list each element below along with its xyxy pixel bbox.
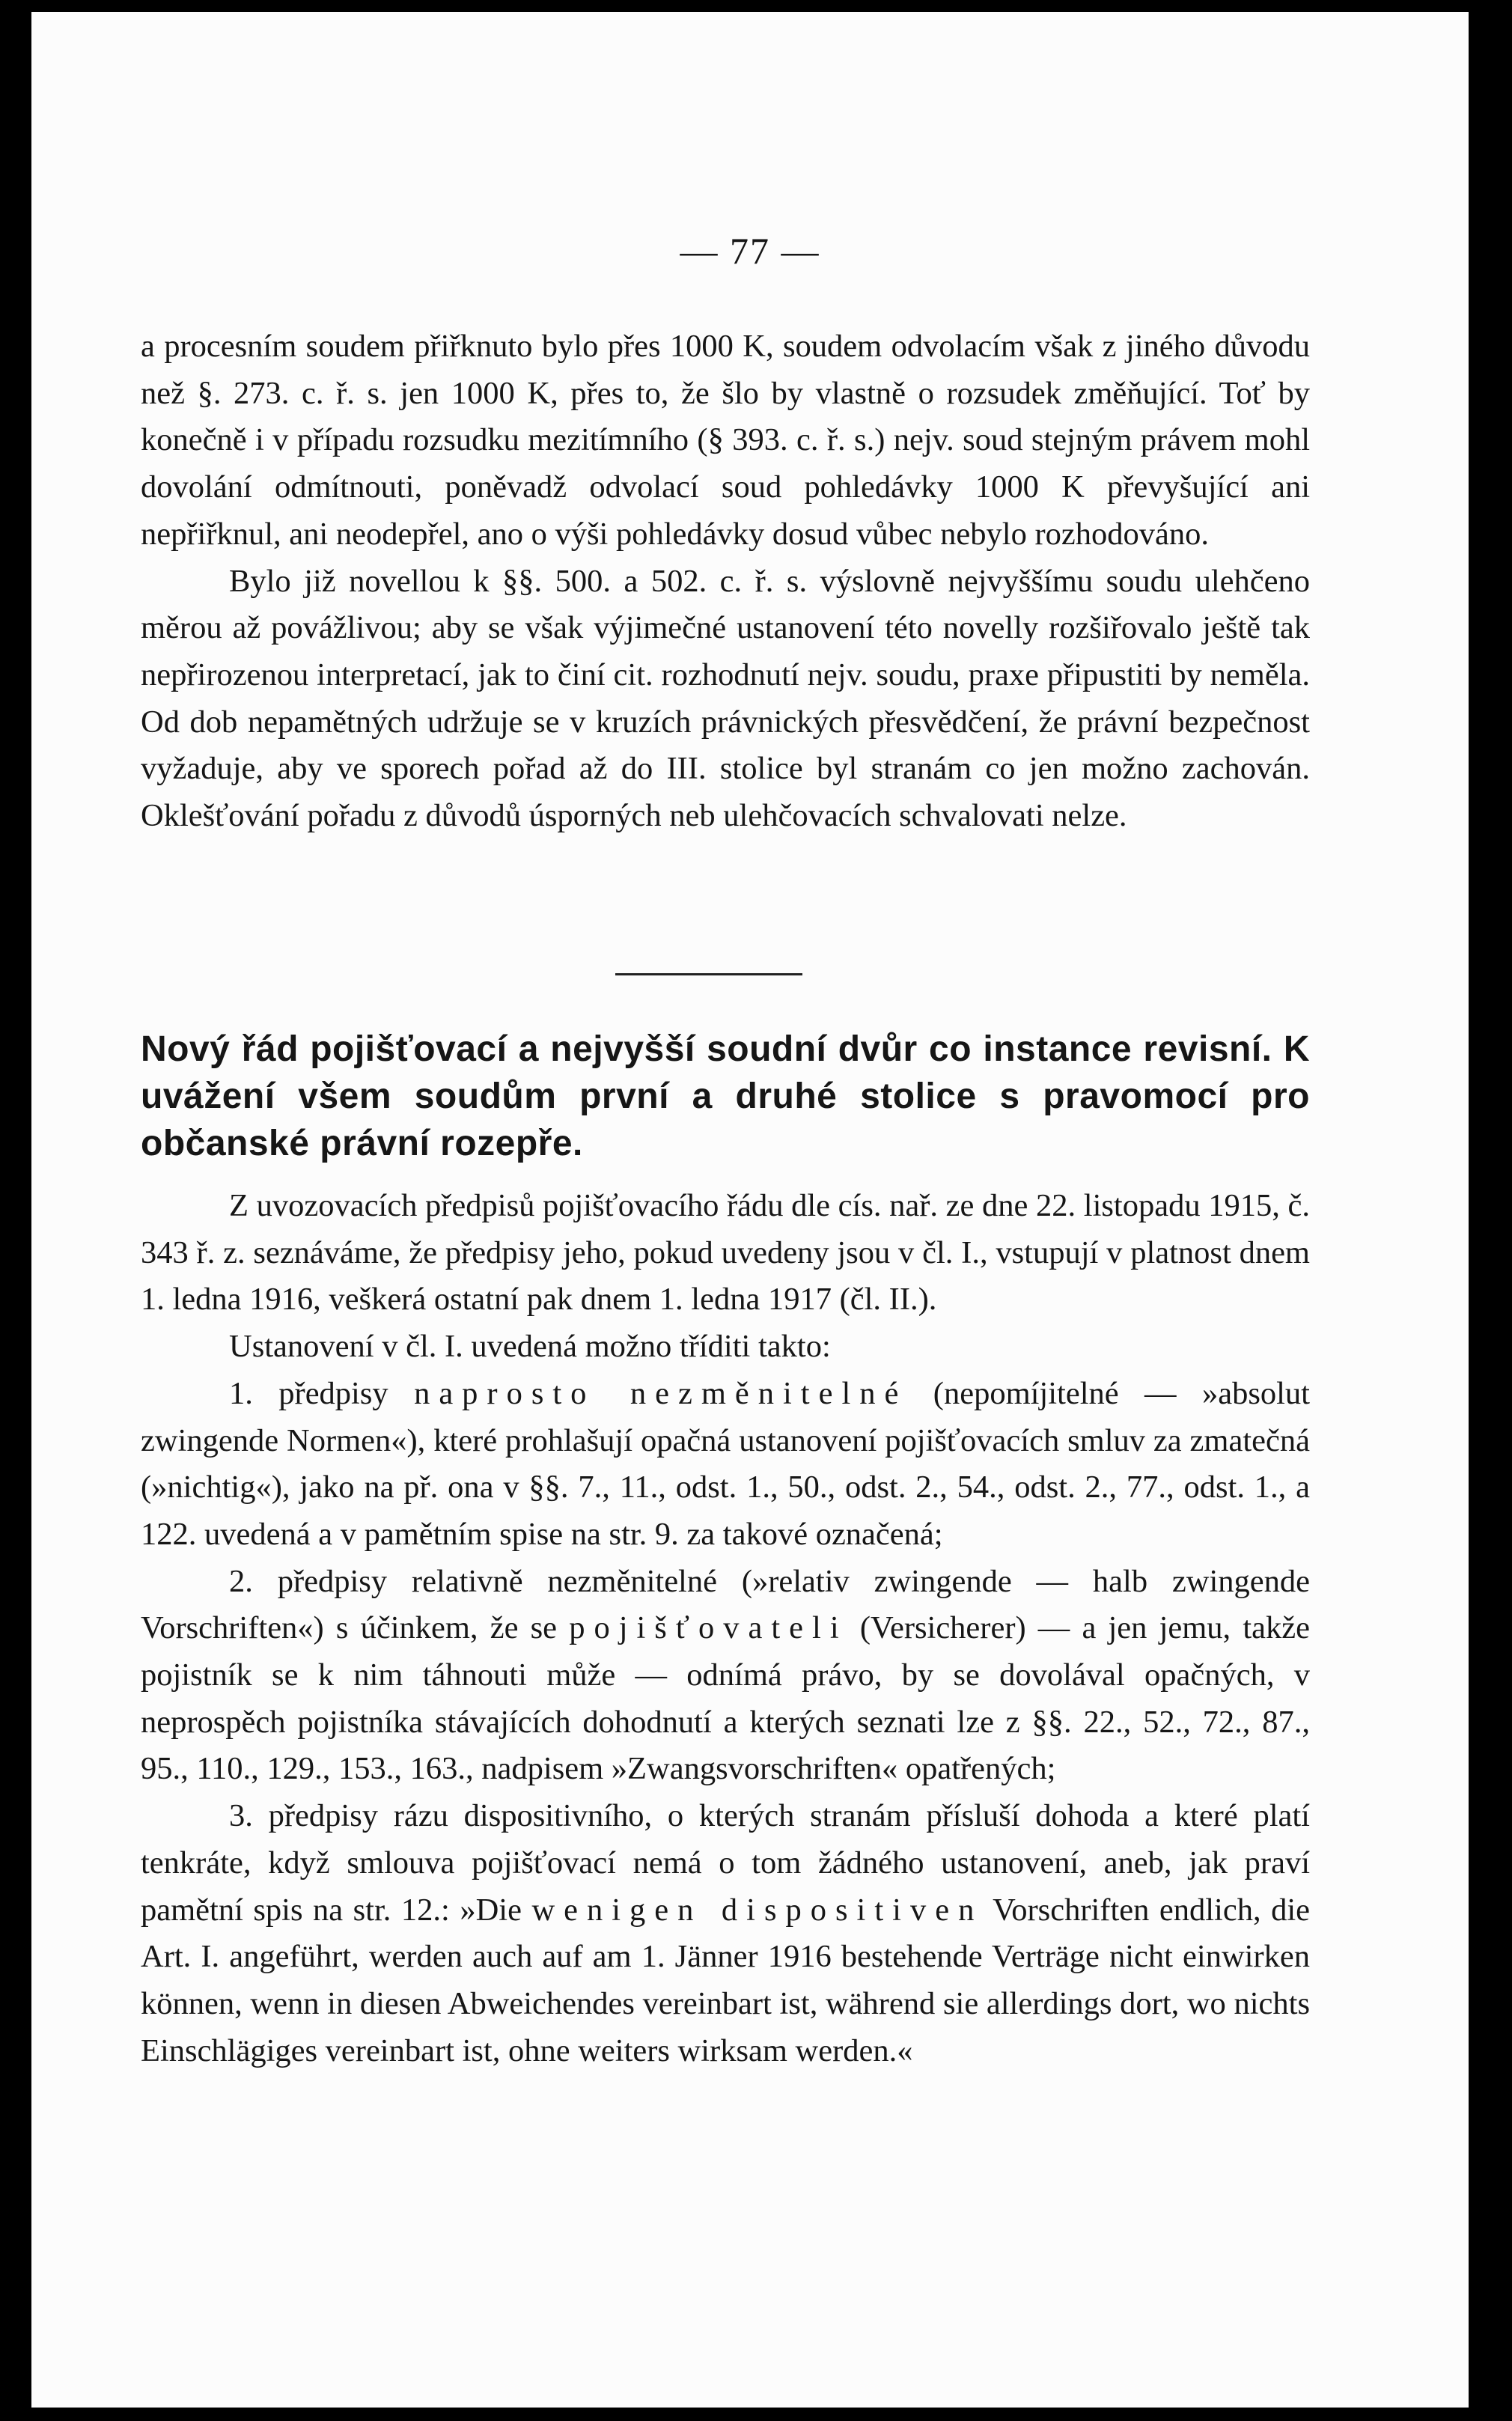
paragraph: a procesním soudem přiřknuto bylo přes 1000 K, soudem odvolacím však z jiného důvodu než §. 273. c. ř. s. jen 1000 K, přes to, že šlo by vlastně o rozsudek změňující. Toť by konečně i v případu rozsudku mezitímního (§ 393. c. ř. s.) nejv. soud stejným právem mohl dovolání odmítnouti, poněvadž odvolací soud pohledávky 1000 K převyšující ani nepřiřknul, ani neodepřel, ano o výši pohledávky dosud vůbec nebylo rozhodováno.	[141, 329, 1310, 552]
text-block-bottom	[141, 1183, 1310, 2074]
page	[31, 12, 1469, 2408]
item-rest: (Versicherer) — a jen jemu, takže pojistník se k nim táhnouti může — odnímá právo, by se dovolával opačných, v neprospěch pojistníka stávajících dohodnutí a kterých seznati lze z §§. 22., 52., 72., 87., 95., 110., 129., 153., 163., nadpisem »Zwangsvorschriften« opatřených;	[141, 1610, 1310, 1787]
list-item-3	[141, 1793, 1310, 2074]
page-number: — 77 —	[680, 230, 820, 272]
paragraph-classification: Ustanovení v čl. I. uvedená možno tříditi takto:	[229, 1329, 831, 1365]
paragraph: Bylo již novellou k §§. 500. a 502. c. ř. s. výslovně nejvyššímu soudu ulehčeno měrou až povážlivou; aby se však výjimečné ustanovení této novelly rozšiřovalo ještě tak nepřirozenou interpretací, jak to činí cit. rozhodnutí nejv. soudu, praxe připustiti by neměla. Od dob nepamětných udržuje se v kruzích právnických přesvědčení, že právní bezpečnost vyžaduje, aby ve sporech pořad až do III. stolice byl stranám co jen možno zachován. Oklešťování pořadu z důvodů úsporných neb ulehčovacích schvalovati nelze.	[141, 563, 1310, 834]
item-rest: Vorschriften endlich, die Art. I. angeführt, werden auch auf am 1. Jänner 1916 bestehende Verträge nicht einwirken können, wenn in diesen Abweichendes vereinbart ist, während sie allerdings dort, wo nichts Einschlägiges vereinbart ist, ohne weiters wirksam werden.«	[141, 1892, 1310, 2068]
section-divider	[615, 973, 802, 975]
spaced-emphasis: wenigen dispositiven	[531, 1892, 984, 1928]
item-lead: 1. předpisy	[229, 1375, 415, 1411]
list-item-2	[141, 1559, 1310, 1794]
section-heading: Nový řád pojišťovací a nejvyšší soudní dvůr co instance revisní. K uvážení všem soudům první a druhé stolice s pravomocí pro občanské právní rozepře.	[141, 1029, 1310, 1163]
spaced-emphasis: naprosto nezměnitelné	[414, 1375, 908, 1411]
item-lead: 2. předpisy relativně nezměnitelné (»relativ zwingende — halb zwingende Vorschriften«) s účinkem, že se	[141, 1563, 1310, 1646]
paragraph-intro: Z uvozovacích předpisů pojišťovacího řádu dle cís. nař. ze dne 22. listopadu 1915, č. 343 ř. z. seznáváme, že předpisy jeho, pokud uvedeny jsou v čl. I., vstupují v platnost dnem 1. ledna 1916, veškerá ostatní pak dnem 1. ledna 1917 (čl. II.).	[141, 1188, 1310, 1318]
spaced-emphasis: pojišťovateli	[569, 1610, 848, 1646]
list-item-1	[141, 1371, 1310, 1559]
text-block-top	[141, 323, 1310, 840]
item-rest: (nepomíjitelné — »absolut zwingende Normen«), které prohlašují opačná ustanovení pojišťovacích smluv za zmatečná (»nichtig«), jako na př. ona v §§. 7., 11., odst. 1., 50., odst. 2., 54., odst. 2., 77., odst. 1., a 122. uvedená a v pamětním spise na str. 9. za takové označená;	[141, 1375, 1310, 1552]
item-lead: 3. předpisy rázu dispositivního, o kterých stranám přísluší dohoda a které platí tenkráte, když smlouva pojišťovací nemá o tom žádného ustanovení, aneb, jak praví pamětní spis na str. 12.: »Die	[141, 1798, 1310, 1928]
